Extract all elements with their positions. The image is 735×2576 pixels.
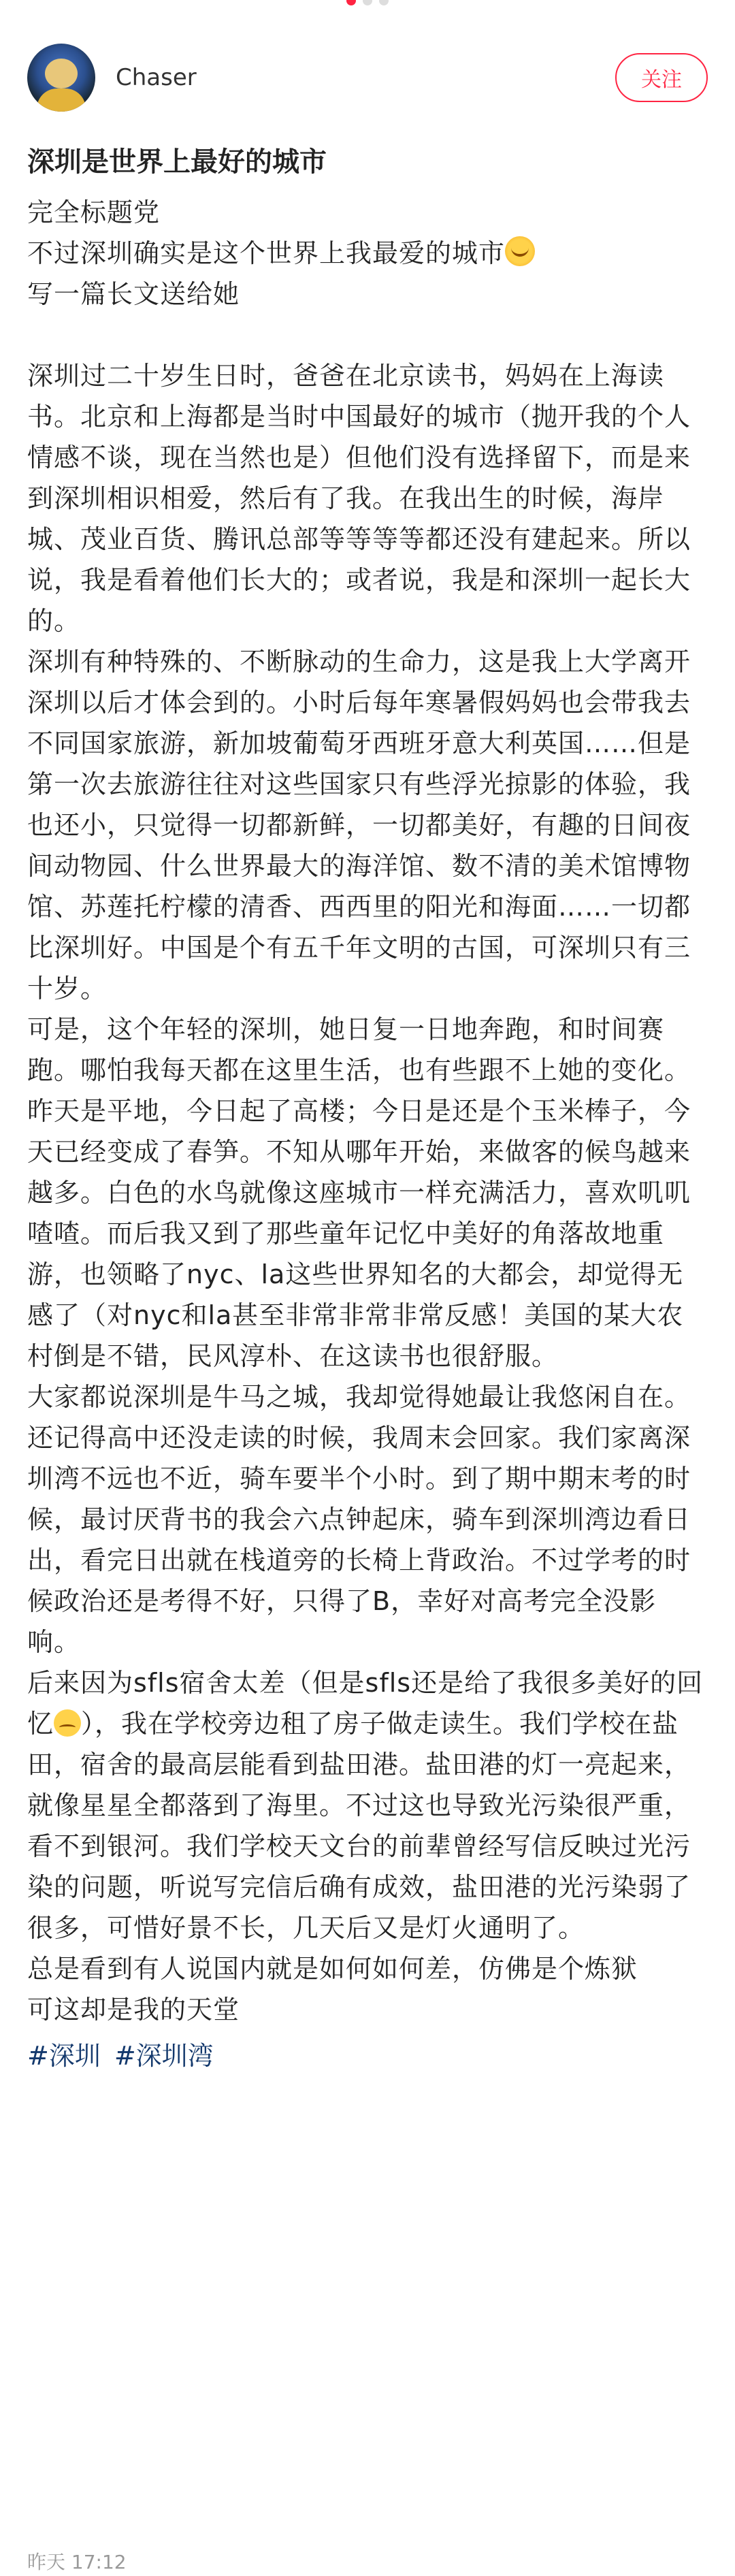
intro-line: 写一篇长文送给她 — [27, 279, 240, 309]
body-paragraph: 还记得高中还没走读的时候，我周末会回家。我们家离深圳湾不远也不近，骑车要半个小时。到了期中期末考的时候，最讨厌背书的我会六点钟起床，骑车到深圳湾边看日出，看完日出就在栈道旁的长椅上背政治。不过学考的时候政治还是考得不好，只得了B，幸好对高考完全没影响。 — [27, 1423, 691, 1657]
note-intro — [27, 192, 708, 315]
author-name[interactable]: Chaser — [116, 64, 197, 91]
author-bar — [27, 42, 708, 113]
pager-dot — [363, 0, 372, 5]
body-paragraph — [27, 1662, 708, 1948]
body-paragraph-text: ），我在学校旁边租了房子做走读生。我们学校在盐田，宿舍的最高层能看到盐田港。盐田港的灯一亮起来，就像星星全都落到了海里。不过这也导致光污染很严重，看不到银河。我们学校天文台的前辈曾经写信反映过光污染的问题，听说写完信后确有成效，盐田港的光污染弱了很多，可惜好景不长，几天后又是灯火通明了。 — [27, 1709, 691, 1943]
intro-line-text: 不过深圳确实是这个世界上我最爱的城市 — [27, 238, 506, 268]
avatar[interactable] — [27, 44, 95, 112]
body-paragraph-text: 后来因为sfls宿舍太差（但是sfls还是给了我很多美好的回忆 — [27, 1668, 704, 1739]
pager-dot — [379, 0, 389, 5]
body-paragraph: 深圳过二十岁生日时，爸爸在北京读书，妈妈在上海读书。北京和上海都是当时中国最好的城市（抛开我的个人情感不谈，现在当然也是）但他们没有选择留下，而是来到深圳相识相爱，然后有了我。在我出生的时候，海岸城、茂业百货、腾讯总部等等等等都还没有建起来。所以说，我是看着他们长大的；或者说，我是和深圳一起长大的。 — [27, 361, 691, 636]
tag-list — [27, 2035, 708, 2076]
body-paragraph: 可这却是我的天堂 — [27, 1995, 240, 2025]
body-paragraph: 可是，这个年轻的深圳，她日复一日地奔跑，和时间赛跑。哪怕我每天都在这里生活，也有些跟不上她的变化。昨天是平地，今日起了高楼；今日是还是个玉米棒子，今天已经变成了春笋。不知从哪年开始，来做客的候鸟越来越多。白色的水鸟就像这座城市一样充满活力，喜欢叽叽喳喳。而后我又到了那些童年记忆中美好的角落故地重游，也领略了nyc、la这些世界知名的大都会，却觉得无感了（对nyc和la甚至非常非常非常反感！美国的某大农村倒是不错，民风淳朴、在这读书也很舒服。 — [27, 1014, 691, 1371]
body-paragraph: 大家都说深圳是牛马之城，我却觉得她最让我悠闲自在。 — [27, 1382, 691, 1412]
body-paragraph: 深圳有种特殊的、不断脉动的生命力，这是我上大学离开深圳以后才体会到的。小时后每年寒暑假妈妈也会带我去不同国家旅游，新加坡葡萄牙西班牙意大利英国……但是第一次去旅游往往对这些国家只有些浮光掠影的体验，我也还小，只觉得一切都新鲜，一切都美好，有趣的日间夜间动物园、什么世界最大的海洋馆、数不清的美术馆博物馆、苏莲托柠檬的清香、西西里的阳光和海面……一切都比深圳好。中国是个有五千年文明的古国，可深圳只有三十岁。 — [27, 647, 691, 1003]
note-body — [27, 355, 708, 2030]
image-pager-dots — [0, 0, 735, 14]
tag-shenzhen-bay[interactable]: #深圳湾 — [114, 2041, 214, 2071]
smiling-face-with-hearts-icon — [505, 236, 535, 266]
note-content — [27, 143, 708, 2076]
intro-line — [27, 233, 708, 274]
note-title: 深圳是世界上最好的城市 — [27, 146, 327, 178]
pleading-face-icon — [54, 1709, 81, 1737]
pager-dot-active — [346, 0, 356, 5]
intro-line: 完全标题党 — [27, 197, 161, 227]
post-date: 昨天 17:12 — [27, 2551, 127, 2573]
tag-shenzhen[interactable]: #深圳 — [27, 2041, 101, 2071]
follow-button[interactable]: 关注 — [615, 53, 708, 102]
body-paragraph: 总是看到有人说国内就是如何如何差，仿佛是个炼狱 — [27, 1954, 638, 1984]
